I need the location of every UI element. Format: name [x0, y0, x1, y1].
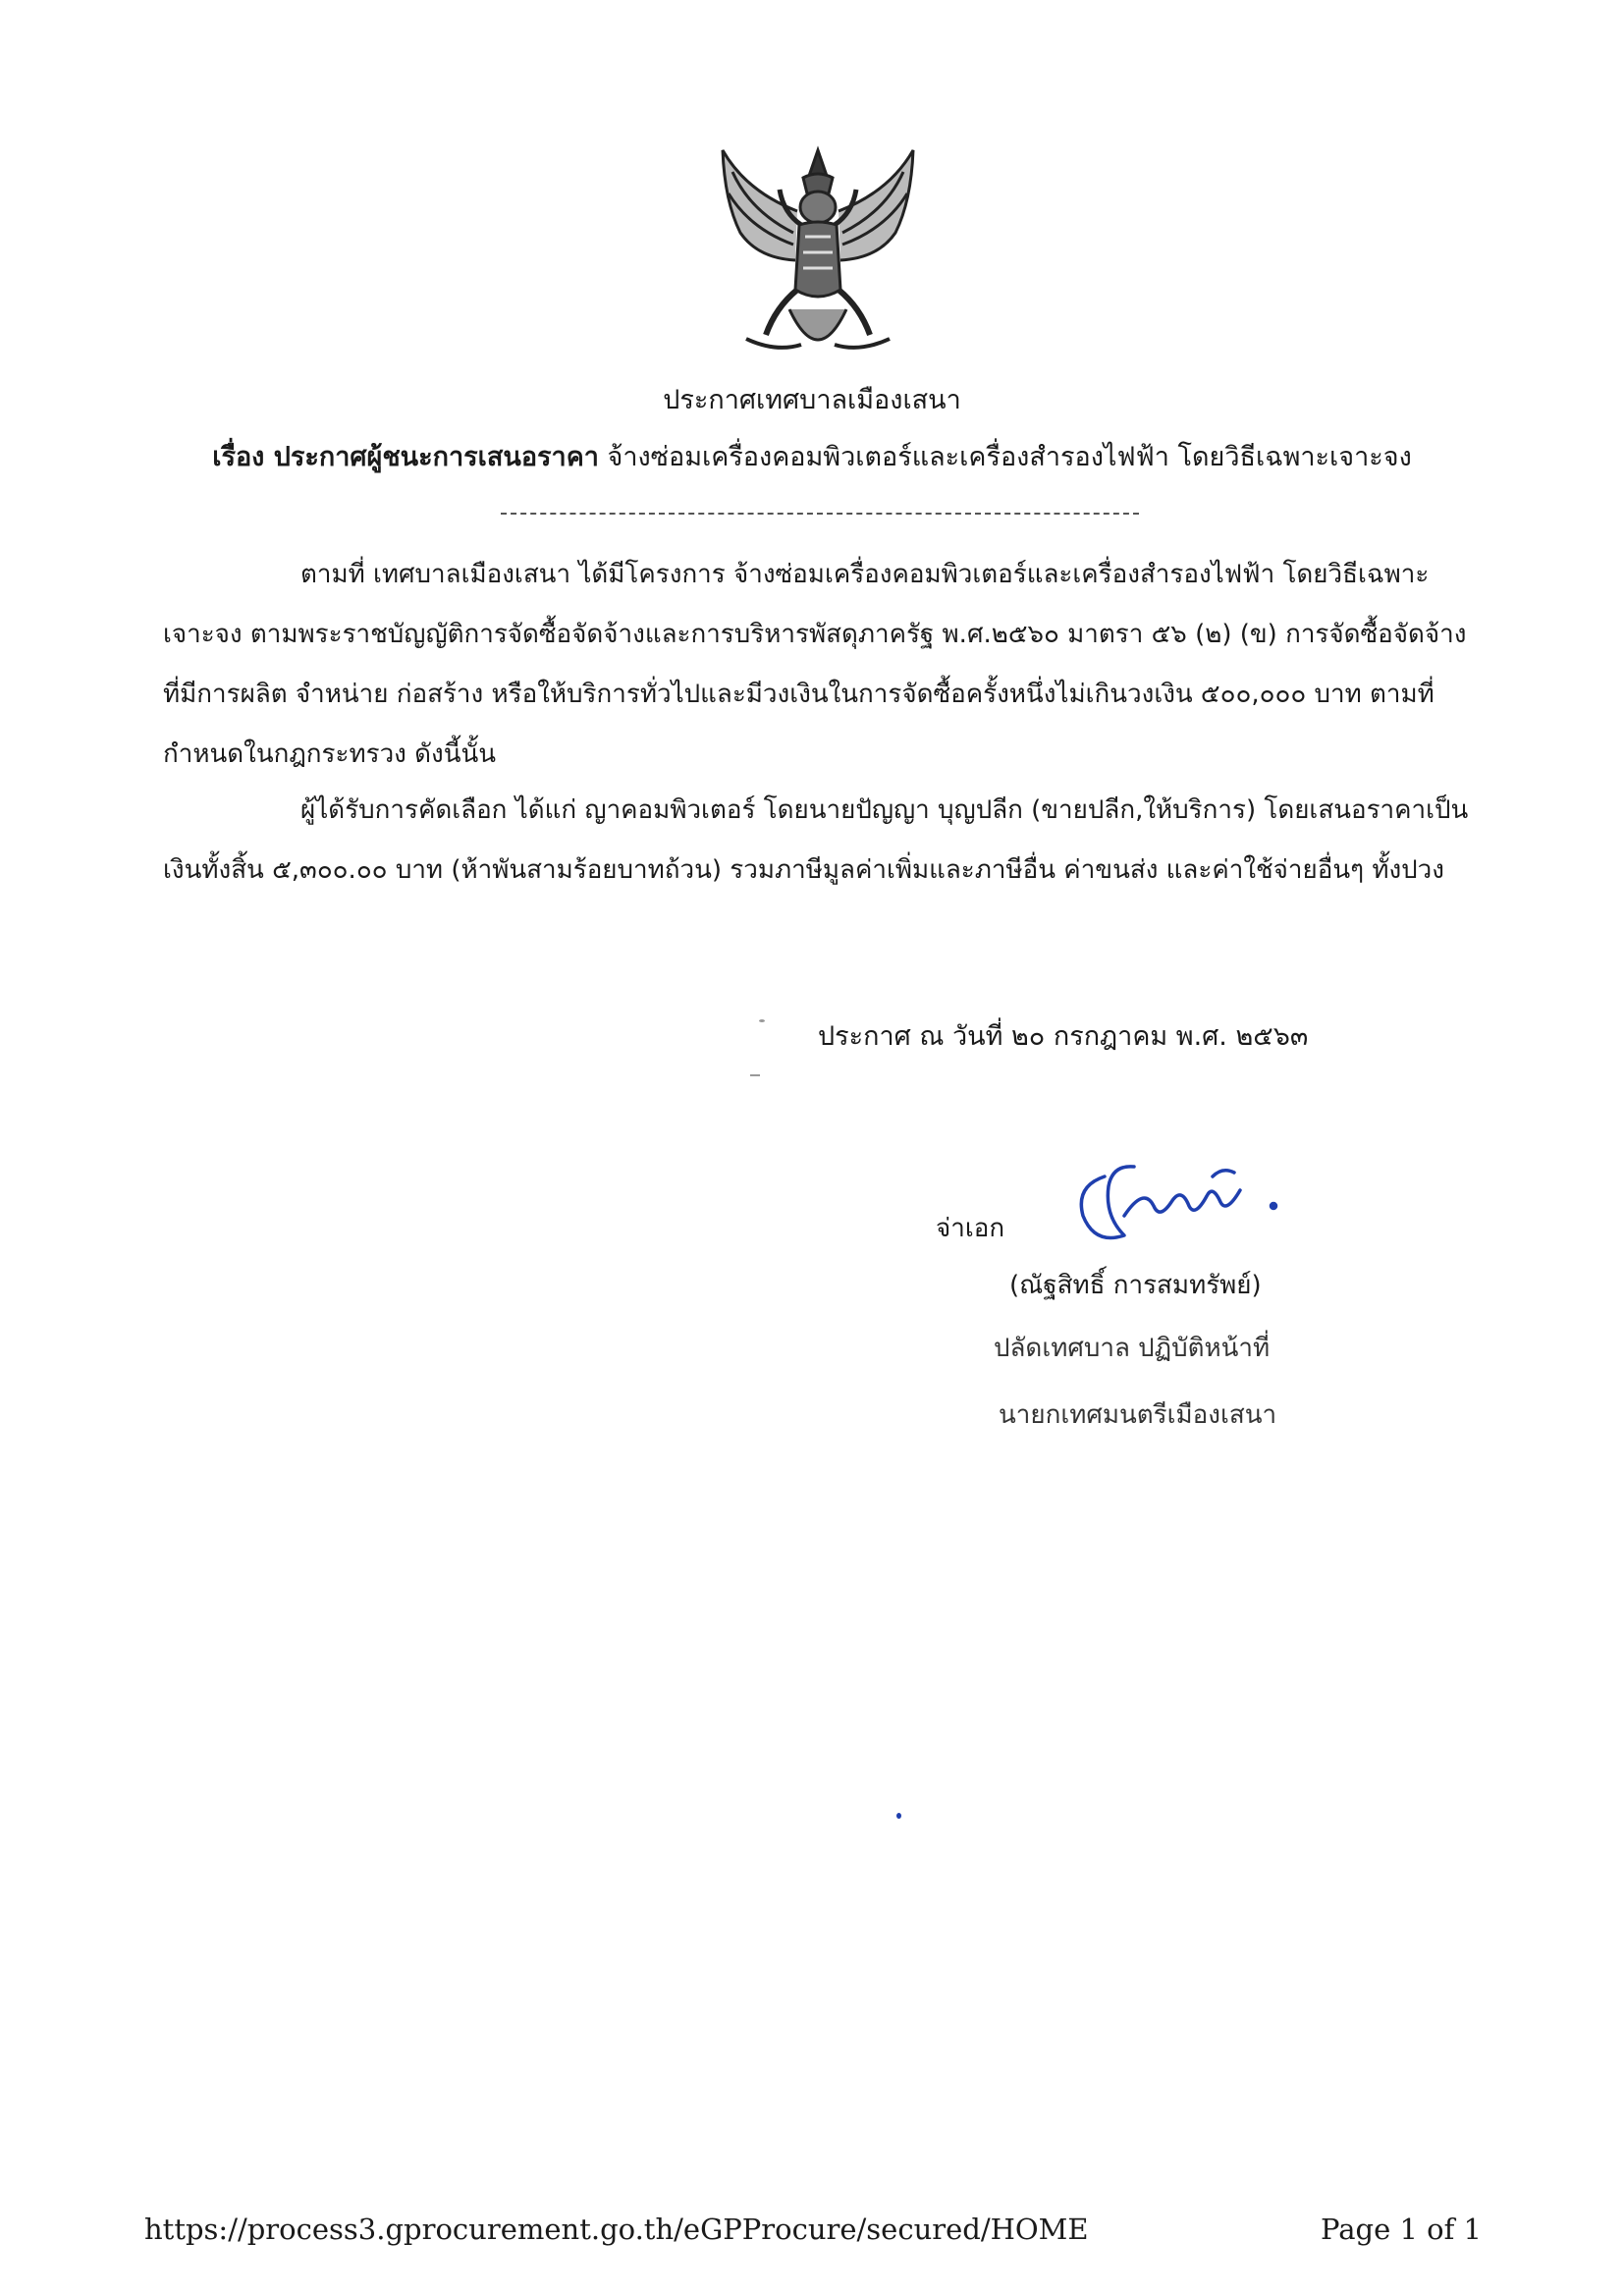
scan-speck	[896, 1813, 901, 1819]
subject-label: เรื่อง ประกาศผู้ชนะการเสนอราคา	[212, 442, 599, 472]
footer-page-number: Page 1 of 1	[1321, 2213, 1482, 2246]
paragraph-1-text: ตามที่ เทศบาลเมืองเสนา ได้มีโครงการ จ้างซ่อมเครื่องคอมพิวเตอร์และเครื่องสำรองไฟฟ้า โดยวิธีเฉพาะเจาะจง ตามพระราชบัญญัติการจัดซื้อจัดจ้างและการบริหารพัสดุภาครัฐ พ.ศ.๒๕๖๐ มาตรา ๕๖ (๒) (ข) การจัดซื้อจัดจ้างที่มีการผลิต จำหน่าย ก่อสร้าง หรือให้บริการทั่วไปและมีวงเงินในการจัดซื้อครั้งหนึ่งไม่เกินวงเงิน ๕๐๐,๐๐๐ บาท ตามที่กำหนดในกฎกระทรวง ดังนี้นั้น	[163, 560, 1467, 769]
signatory-position-2: นายกเทศมนตรีเมืองเสนา	[999, 1400, 1277, 1430]
signature-image	[1065, 1147, 1281, 1255]
scan-speck	[759, 1019, 765, 1022]
issuer-title: ประกาศเทศบาลเมืองเสนา	[663, 385, 961, 415]
subject-text: จ้างซ่อมเครื่องคอมพิวเตอร์และเครื่องสำรองไฟฟ้า โดยวิธีเฉพาะเจาะจง	[607, 442, 1412, 472]
divider	[501, 513, 1139, 515]
garuda-emblem-icon	[707, 142, 929, 370]
signatory-name: (ณัฐสิทธิ์ การสมทรัพย์)	[1009, 1271, 1262, 1300]
paragraph-2-text: ผู้ได้รับการคัดเลือก ได้แก่ ญาคอมพิวเตอร์ โดยนายปัญญา บุญปลีก (ขายปลีก,ให้บริการ) โดยเสนอราคาเป็นเงินทั้งสิ้น ๕,๓๐๐.๐๐ บาท (ห้าพันสามร้อยบาทถ้วน) รวมภาษีมูลค่าเพิ่มและภาษีอื่น ค่าขนส่ง และค่าใช้จ่ายอื่นๆ ทั้งปวง	[163, 795, 1469, 885]
scan-speck	[750, 1074, 760, 1076]
announcement-subject	[0, 435, 1624, 477]
footer-url: https://process3.gprocurement.go.th/eGPProcure/secured/HOME	[144, 2213, 1089, 2246]
signatory-prefix: จ่าเอก	[936, 1214, 1005, 1243]
announcement-date: ประกาศ ณ วันที่ ๒๐ กรกฎาคม พ.ศ. ๒๕๖๓	[818, 1021, 1309, 1052]
body-paragraph-1	[163, 545, 1469, 785]
body-paragraph-2	[163, 781, 1469, 901]
signatory-position-1: ปลัดเทศบาล ปฏิบัติหน้าที่	[994, 1334, 1271, 1363]
